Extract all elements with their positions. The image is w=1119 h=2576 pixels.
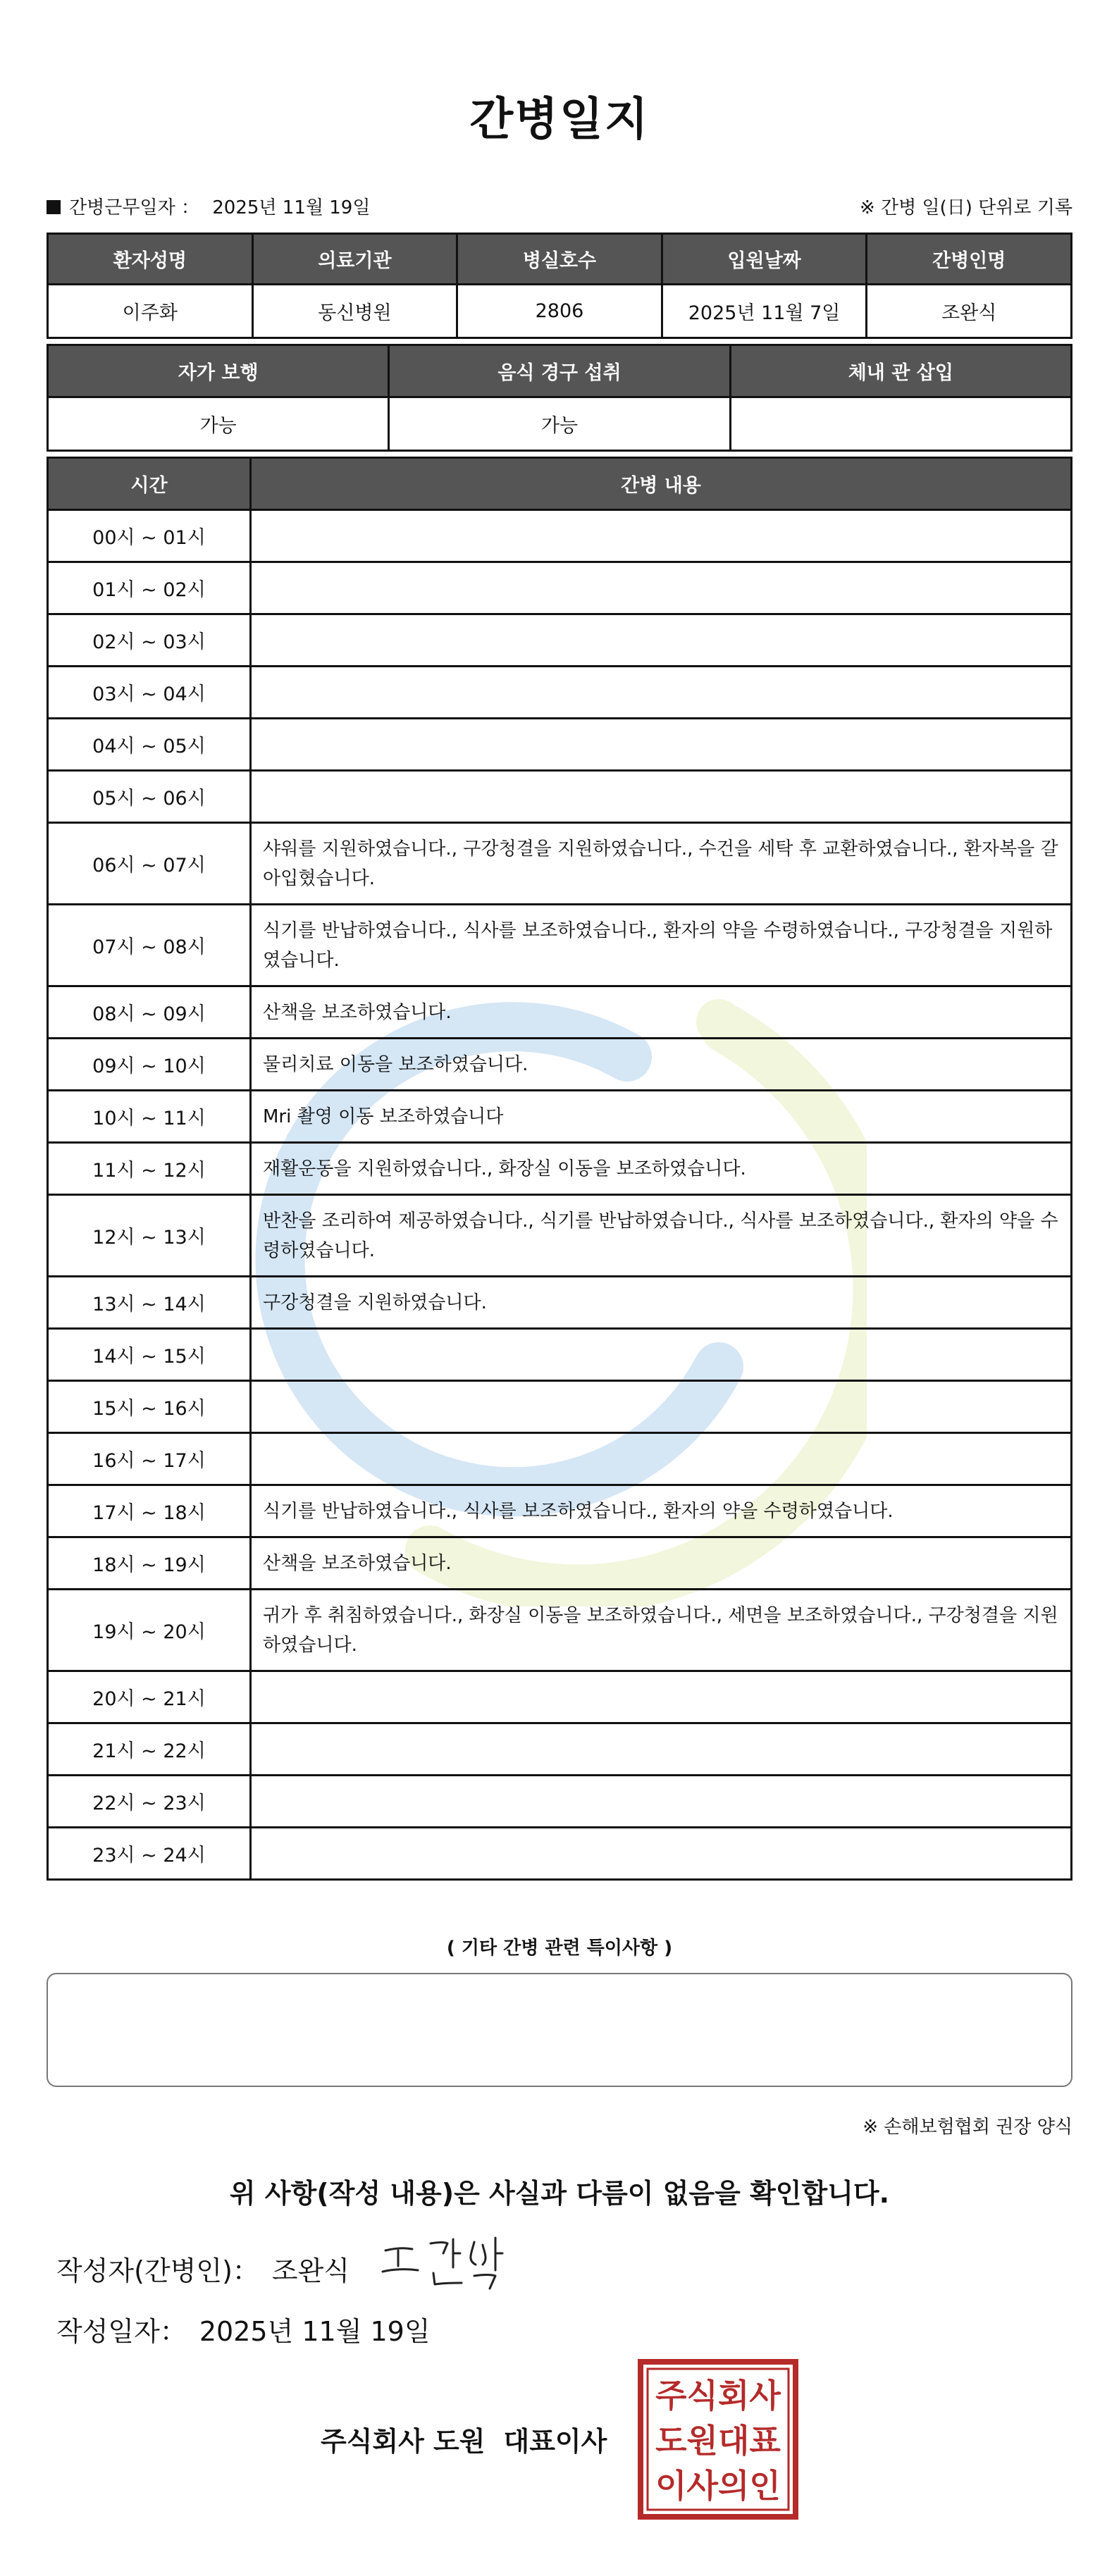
care-log-table bbox=[47, 457, 1072, 1881]
log-content: Mri 촬영 이동 보조하였습니다 bbox=[251, 1091, 1072, 1143]
log-row bbox=[48, 823, 1072, 905]
seal-line-1: 주식회사 bbox=[655, 2377, 781, 2415]
log-time: 06시 ~ 07시 bbox=[48, 823, 251, 905]
written-date-label: 작성일자： bbox=[56, 2316, 187, 2347]
log-time: 23시 ~ 24시 bbox=[48, 1828, 251, 1880]
log-row bbox=[48, 1143, 1072, 1195]
header-self-walking: 자가 보행 bbox=[48, 345, 389, 397]
writer-name: 조완식 bbox=[271, 2255, 350, 2286]
log-time: 18시 ~ 19시 bbox=[48, 1537, 251, 1590]
work-date-label: 간병근무일자 ： bbox=[69, 197, 199, 218]
log-content bbox=[251, 1433, 1072, 1485]
log-row bbox=[48, 1329, 1072, 1381]
log-content: 구강청결을 지원하였습니다. bbox=[251, 1277, 1072, 1329]
header-time: 시간 bbox=[48, 458, 251, 510]
caregiver-name: 조완식 bbox=[867, 285, 1072, 338]
patient-name: 이주화 bbox=[48, 285, 253, 338]
room-number: 2806 bbox=[457, 285, 662, 338]
company-role: 대표이사 bbox=[503, 2426, 607, 2457]
log-row bbox=[48, 1776, 1072, 1828]
log-row bbox=[48, 1195, 1072, 1277]
log-content: 샤워를 지원하였습니다., 구강청결을 지원하였습니다., 수건을 세탁 후 교환하였습니다., 환자복을 갈아입혔습니다. bbox=[251, 823, 1072, 905]
log-row bbox=[48, 667, 1072, 719]
header-caregiver: 간병인명 bbox=[867, 234, 1072, 285]
log-time: 21시 ~ 22시 bbox=[48, 1723, 251, 1776]
log-content: 식기를 반납하였습니다., 식사를 보조하였습니다., 환자의 약을 수령하였습니다. bbox=[251, 1485, 1072, 1537]
recommend-note: ※ 손해보험협회 권장 양식 bbox=[863, 2117, 1072, 2138]
log-content: 귀가 후 취침하였습니다., 화장실 이동을 보조하였습니다., 세면을 보조하였습니다., 구강청결을 지원하였습니다. bbox=[251, 1590, 1072, 1671]
special-notes-title: ( 기타 간병 관련 특이사항 ) bbox=[446, 1938, 673, 1959]
log-row bbox=[48, 771, 1072, 823]
header-oral-intake: 음식 경구 섭취 bbox=[389, 345, 730, 397]
header-room: 병실호수 bbox=[457, 234, 662, 285]
log-time: 01시 ~ 02시 bbox=[48, 562, 251, 614]
log-content: 산책을 보조하였습니다. bbox=[251, 986, 1072, 1039]
written-date-value: 2025년 11월 19일 bbox=[199, 2316, 431, 2347]
company-line bbox=[321, 2420, 607, 2458]
log-row bbox=[48, 562, 1072, 614]
log-time: 04시 ~ 05시 bbox=[48, 719, 251, 771]
writer-label: 작성자(간병인)： bbox=[56, 2255, 259, 2286]
hospital-name: 동신병원 bbox=[252, 285, 457, 338]
unit-note: ※ 간병 일(日) 단위로 기록 bbox=[859, 197, 1072, 218]
log-row bbox=[48, 1277, 1072, 1329]
log-time: 15시 ~ 16시 bbox=[48, 1381, 251, 1433]
log-time: 14시 ~ 15시 bbox=[48, 1329, 251, 1381]
log-time: 16시 ~ 17시 bbox=[48, 1433, 251, 1485]
header-patient-name: 환자성명 bbox=[48, 234, 253, 285]
seal-line-2: 도원대표 bbox=[655, 2422, 781, 2460]
log-content: 식기를 반납하였습니다., 식사를 보조하였습니다., 환자의 약을 수령하였습니다., 구강청결을 지원하였습니다. bbox=[251, 905, 1072, 986]
header-care-content: 간병 내용 bbox=[251, 458, 1072, 510]
log-row bbox=[48, 1485, 1072, 1537]
special-notes-box bbox=[47, 1973, 1072, 2087]
log-content bbox=[251, 719, 1072, 771]
log-content bbox=[251, 1723, 1072, 1776]
patient-status-table bbox=[47, 344, 1072, 452]
log-time: 10시 ~ 11시 bbox=[48, 1091, 251, 1143]
log-row bbox=[48, 614, 1072, 667]
log-time: 09시 ~ 10시 bbox=[48, 1039, 251, 1091]
log-row bbox=[48, 719, 1072, 771]
header-hospital: 의료기관 bbox=[252, 234, 457, 285]
log-content bbox=[251, 771, 1072, 823]
log-content: 산책을 보조하였습니다. bbox=[251, 1537, 1072, 1590]
written-date-line bbox=[56, 2310, 431, 2348]
log-time: 11시 ~ 12시 bbox=[48, 1143, 251, 1195]
document-title: 간병일지 bbox=[469, 94, 650, 146]
log-time: 03시 ~ 04시 bbox=[48, 667, 251, 719]
log-row bbox=[48, 1381, 1072, 1433]
log-content bbox=[251, 1381, 1072, 1433]
log-content bbox=[251, 1828, 1072, 1880]
square-bullet-icon bbox=[47, 200, 61, 214]
header-tube-insertion: 체내 관 삽입 bbox=[730, 345, 1071, 397]
log-content bbox=[251, 1671, 1072, 1723]
log-row bbox=[48, 1537, 1072, 1590]
confirmation-statement: 위 사항(작성 내용)은 사실과 다름이 없음을 확인합니다. bbox=[229, 2178, 890, 2209]
writer-line bbox=[56, 2249, 350, 2288]
log-row bbox=[48, 1091, 1072, 1143]
log-row bbox=[48, 1671, 1072, 1723]
log-row bbox=[48, 510, 1072, 562]
log-time: 20시 ~ 21시 bbox=[48, 1671, 251, 1723]
log-row bbox=[48, 1828, 1072, 1880]
log-content: 재활운동을 지원하였습니다., 화장실 이동을 보조하였습니다. bbox=[251, 1143, 1072, 1195]
log-time: 02시 ~ 03시 bbox=[48, 614, 251, 667]
log-time: 07시 ~ 08시 bbox=[48, 905, 251, 986]
log-row bbox=[48, 905, 1072, 986]
self-walking-value: 가능 bbox=[48, 397, 389, 451]
seal-line-3: 이사의인 bbox=[655, 2467, 781, 2505]
log-time: 08시 ~ 09시 bbox=[48, 986, 251, 1039]
log-row bbox=[48, 1590, 1072, 1671]
log-content: 물리치료 이동을 보조하였습니다. bbox=[251, 1039, 1072, 1091]
patient-info-table bbox=[47, 233, 1072, 339]
log-time: 17시 ~ 18시 bbox=[48, 1485, 251, 1537]
log-content: 반찬을 조리하여 제공하였습니다., 식기를 반납하였습니다., 식사를 보조하였습니다., 환자의 약을 수령하였습니다. bbox=[251, 1195, 1072, 1277]
log-content bbox=[251, 1329, 1072, 1381]
log-row bbox=[48, 1723, 1072, 1776]
log-time: 22시 ~ 23시 bbox=[48, 1776, 251, 1828]
company-seal bbox=[638, 2359, 798, 2520]
log-time: 00시 ~ 01시 bbox=[48, 510, 251, 562]
header-admission-date: 입원날짜 bbox=[662, 234, 867, 285]
log-content bbox=[251, 1776, 1072, 1828]
log-time: 05시 ~ 06시 bbox=[48, 771, 251, 823]
log-time: 19시 ~ 20시 bbox=[48, 1590, 251, 1671]
log-time: 13시 ~ 14시 bbox=[48, 1277, 251, 1329]
handwritten-signature bbox=[377, 2232, 511, 2296]
log-content bbox=[251, 562, 1072, 614]
log-content bbox=[251, 510, 1072, 562]
work-date-value: 2025년 11월 19일 bbox=[212, 197, 371, 218]
admission-date: 2025년 11월 7일 bbox=[662, 285, 867, 338]
log-content bbox=[251, 614, 1072, 667]
log-row bbox=[48, 1039, 1072, 1091]
work-date bbox=[47, 193, 370, 219]
log-row bbox=[48, 1433, 1072, 1485]
tube-insertion-value bbox=[730, 397, 1071, 451]
company-name: 주식회사 도원 bbox=[321, 2426, 486, 2457]
log-content bbox=[251, 667, 1072, 719]
special-notes-text bbox=[48, 1974, 1071, 2000]
log-row bbox=[48, 986, 1072, 1039]
oral-intake-value: 가능 bbox=[389, 397, 730, 451]
log-time: 12시 ~ 13시 bbox=[48, 1195, 251, 1277]
